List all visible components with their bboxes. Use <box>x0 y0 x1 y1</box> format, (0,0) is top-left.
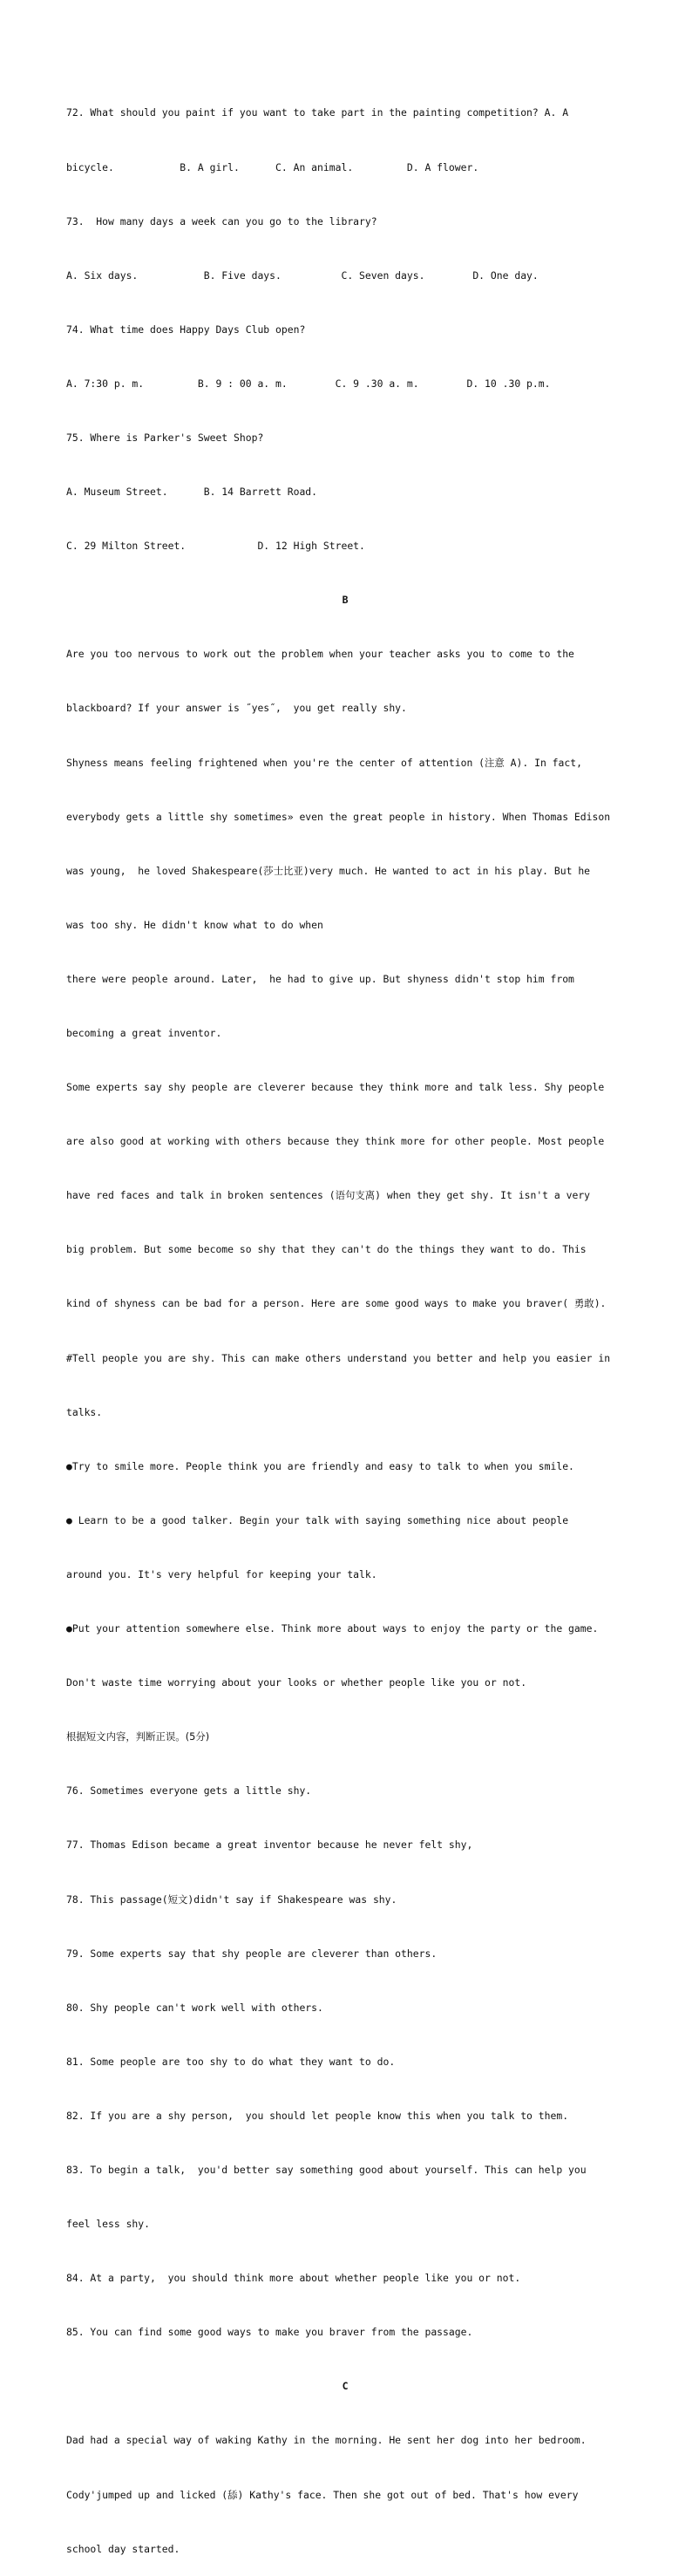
passage-b-line: are also good at working with others because they think more for other people. Most people <box>66 1135 605 1148</box>
statement-76: 76. Sometimes everyone gets a little shy. <box>66 1784 312 1798</box>
passage-b-line: everybody gets a little shy sometimes» even the great people in history. When Thomas Edison <box>66 810 611 823</box>
question-74-options: A. 7:30 p. m. B. 9 : 00 a. m. C. 9 .30 a. m. D. 10 .30 p.m. <box>66 377 551 390</box>
statement-80: 80. Shy people can't work well with others. <box>66 2001 323 2014</box>
passage-b-line: was too shy. He didn't know what to do when <box>66 918 323 931</box>
passage-b-line: Shyness means feeling frightened when you're the center of attention (注意 A). In fact, <box>66 756 582 769</box>
passage-b-line: there were people around. Later, he had to give up. But shyness didn't stop him from <box>66 972 574 985</box>
statement-83-cont: feel less shy. <box>66 2218 151 2231</box>
statement-81: 81. Some people are too shy to do what they want to do. <box>66 2055 396 2068</box>
question-75-line: 75. Where is Parker's Sweet Shop? <box>66 431 264 444</box>
passage-b-line: big problem. But some become so shy that they can't do the things they want to do. This <box>66 1243 587 1256</box>
instruction-line: 根据短文内容，判断正误。(5分) <box>66 1730 210 1743</box>
passage-b-line: Some experts say shy people are cleverer because they think more and talk less. Shy people <box>66 1081 605 1094</box>
statement-84: 84. At a party, you should think more about whether people like you or not. <box>66 2272 521 2285</box>
passage-c-line: Cody'jumped up and licked (舔) Kathy's face. Then she got out of bed. That's how every <box>66 2488 579 2501</box>
tip-line: Don't waste time worrying about your looks or whether people like you or not. <box>66 1676 527 1689</box>
tip-line: ● Learn to be a good talker. Begin your talk with saying something nice about people <box>66 1513 569 1526</box>
passage-b-line: kind of shyness can be bad for a person. Here are some good ways to make you braver( 勇敢). <box>66 1297 607 1310</box>
section-c-heading: C <box>342 2380 349 2393</box>
tip-line: talks. <box>66 1405 103 1418</box>
statement-83: 83. To begin a talk, you'd better say something good about yourself. This can help you <box>66 2163 587 2176</box>
statement-78: 78. This passage(短文)didn't say if Shakespeare was shy. <box>66 1893 397 1906</box>
passage-b-line: blackboard? If your answer is ˝yes˝, you get really shy. <box>66 702 407 715</box>
tip-line: #Tell people you are shy. This can make others understand you better and help you easier in <box>66 1351 611 1364</box>
statement-85: 85. You can find some good ways to make you braver from the passage. <box>66 2326 473 2339</box>
tip-line: ●Put your attention somewhere else. Think more about ways to enjoy the party or the game. <box>66 1622 599 1635</box>
statement-79: 79. Some experts say that shy people are cleverer than others. <box>66 1947 438 1960</box>
document-page <box>66 68 624 2576</box>
question-73-options: A. Six days. B. Five days. C. Seven days. D. One day. <box>66 268 539 282</box>
question-75-options-2: C. 29 Milton Street. D. 12 High Street. <box>66 540 365 553</box>
passage-c-line: Dad had a special way of waking Kathy in the morning. He sent her dog into her bedroom. <box>66 2434 587 2447</box>
question-72-line: 72. What should you paint if you want to take part in the painting competition? A. A <box>66 106 569 119</box>
statement-82: 82. If you are a shy person, you should let people know this when you talk to them. <box>66 2109 569 2122</box>
passage-b-line: becoming a great inventor. <box>66 1027 222 1039</box>
question-73-line: 73. How many days a week can you go to the library? <box>66 214 377 228</box>
passage-b-line: Are you too nervous to work out the problem when your teacher asks you to come to the <box>66 648 574 661</box>
passage-b-line: was young, he loved Shakespeare(莎士比亚)very much. He wanted to act in his play. But he <box>66 864 591 877</box>
question-74-line: 74. What time does Happy Days Club open? <box>66 323 306 336</box>
tip-line: around you. It's very helpful for keeping your talk. <box>66 1567 377 1580</box>
tip-line: ●Try to smile more. People think you are friendly and easy to talk to when you smile. <box>66 1459 574 1472</box>
question-75-options-1: A. Museum Street. B. 14 Barrett Road. <box>66 486 318 499</box>
passage-c-line: school day started. <box>66 2542 180 2555</box>
statement-77: 77. Thomas Edison became a great inventor because he never felt shy, <box>66 1839 473 1852</box>
question-72-options: bicycle. B. A girl. C. An animal. D. A flower. <box>66 160 479 173</box>
passage-b-line: have red faces and talk in broken sentences (语句支离) when they get shy. It isn't a very <box>66 1189 591 1202</box>
section-b-heading: B <box>342 594 349 607</box>
